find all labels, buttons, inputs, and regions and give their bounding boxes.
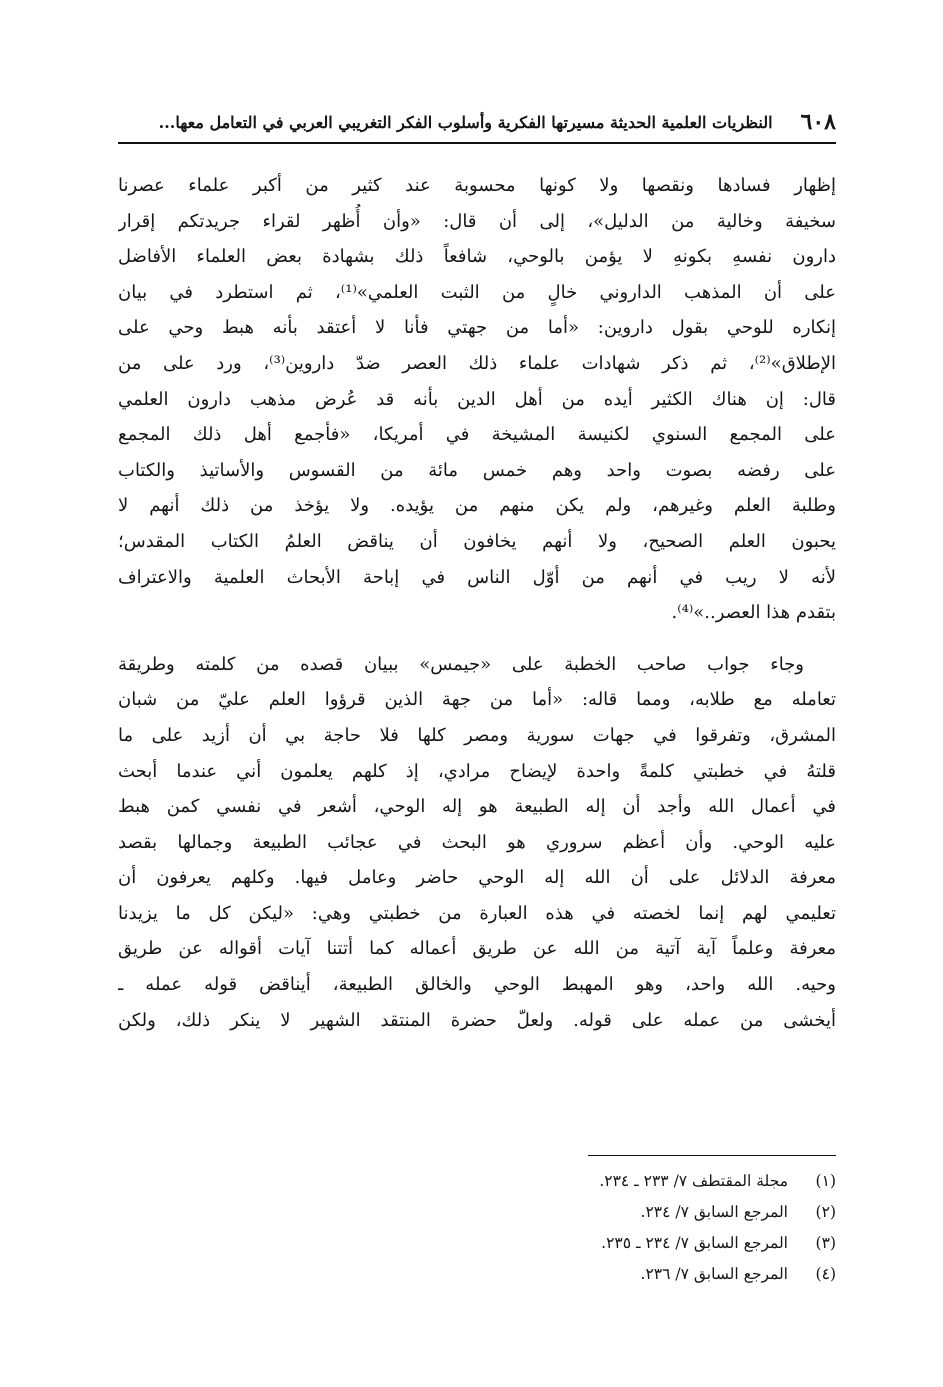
paragraph-spacer [118, 631, 836, 647]
text-line: المشرق، وتفرقوا في جهات سورية ومصر كلها فلا حاجة بي أن أزيد على ما [118, 724, 836, 746]
text-line: تعامله مع طلابه، ومما قاله: «أما من جهة الذين قرؤوا العلم عليّ من شبان [118, 689, 836, 711]
text-line: في أعمال الله وأجد أن إله الطبيعة هو إله الوحي، أشعر في نفسي كمن هبط [118, 796, 836, 818]
text-line: معرفة الدلائل على أن الله إله الوحي حاضر وعامل فيها. وكلهم يعرفون أن [118, 867, 836, 889]
page-number: ٦٠٨ [800, 109, 836, 135]
footnote-number: (٣) [815, 1234, 836, 1252]
text-line: وجاء جواب صاحب الخطبة على «جيمس» ببيان قصده من كلمته وطريقة [118, 653, 804, 675]
text-line: على أن المذهب الداروني خالٍ من الثبت العلمي»⁽¹⁾، ثم استطرد في بيان [118, 281, 836, 303]
footnote [300, 1197, 836, 1228]
text-line: إنكاره للوحي بقول داروين: «أما من جهتي فأنا لا أعتقد بأنه هبط وحي على [118, 317, 836, 339]
text-line: قال: إن هناك الكثير أيده من أهل الدين بأنه قد عُرض مذهب دارون العلمي [118, 388, 836, 410]
footnote-number: (١) [815, 1172, 836, 1190]
text-line: على رفضه بصوت واحد وهم خمس مائة من القسوس والأساتيذ والكتاب [118, 459, 836, 481]
footnote [300, 1166, 836, 1197]
text-line: دارون نفسهِ بكونهِ لا يؤمن بالوحي، شافعاً ذلك بشهادة بعض العلماء الأفاضل [118, 246, 836, 268]
text-line: معرفة وعلماً آية آتية من الله عن طريق أعماله كما أتتنا آيات أقواله عن طريق [118, 938, 836, 960]
text-line: وحيه. الله واحد، وهو المهبط الوحي والخالق الطبيعة، أيناقض قوله عمله ـ [118, 974, 836, 996]
text-line: أيخشى من عمله على قوله. ولعلّ حضرة المنتقد الشهير لا ينكر ذلك، ولكن [118, 1009, 836, 1031]
text-line: سخيفة وخالية من الدليل»، إلى أن قال: «وأن أُظهر لقراء جريدتكم إقرار [118, 210, 836, 232]
footnote-number: (٤) [815, 1265, 836, 1283]
paragraph-2 [118, 647, 836, 1039]
footnote [300, 1228, 836, 1259]
footnote-number: (٢) [815, 1203, 836, 1221]
text-line: تعليمي لهم إنما لخصته في هذه العبارة من خطبتي وهي: «ليكن كل ما يزيدنا [118, 902, 836, 924]
text-line: بتقدم هذا العصر..»⁽⁴⁾. [671, 602, 836, 624]
text-line: إظهار فسادها ونقصها ولا كونها محسوبة عند كثير من أكبر علماء عصرنا [118, 175, 836, 196]
footnote-text: المرجع السابق ٧/ ٢٣٤ ـ ٢٣٥. [601, 1234, 788, 1252]
text-line: يحبون العلم الصحيح، ولا أنهم يخافون أن يناقض العلمُ الكتاب المقدس؛ [118, 530, 836, 552]
text-line: على المجمع السنوي لكنيسة المشيخة في أمريكا، «فأجمع أهل ذلك المجمع [118, 424, 836, 446]
footnotes [300, 1166, 836, 1290]
main-text [118, 168, 836, 1038]
running-title: النظريات العلمية الحديثة مسيرتها الفكرية وأسلوب الفكر التغريبي العربي في التعامل معها... [158, 112, 773, 132]
text-line: عليه الوحي. وأن أعظم سروري هو البحث في عجائب الطبيعة وجمالها بقصد [118, 831, 836, 853]
footnote-divider [588, 1155, 836, 1156]
paragraph-1 [118, 168, 836, 631]
footnote-text: المرجع السابق ٧/ ٢٣٤. [640, 1203, 788, 1221]
text-line: وطلبة العلم وغيرهم، ولم يكن منهم من يؤيده. ولا يؤخذ من ذلك أنهم لا [118, 495, 836, 517]
footnote-text: مجلة المقتطف ٧/ ٢٣٣ ـ ٢٣٤. [599, 1172, 788, 1190]
footnote [300, 1259, 836, 1290]
header-divider [118, 142, 836, 144]
text-line: قلتهُ في خطبتي كلمةً واحدة لإيضاح مرادي، إذ كلهم يعلمون أني عندما أبحث [118, 760, 836, 782]
page-header [118, 104, 836, 140]
text-line: لأنه لا ريب في أنهم من أوّل الناس في إباحة الأبحاث العلمية والاعتراف [118, 566, 836, 588]
text-line: الإطلاق»⁽²⁾، ثم ذكر شهادات علماء ذلك العصر ضدّ داروين⁽³⁾، ورد على من [118, 352, 836, 374]
footnote-text: المرجع السابق ٧/ ٢٣٦. [640, 1265, 788, 1283]
